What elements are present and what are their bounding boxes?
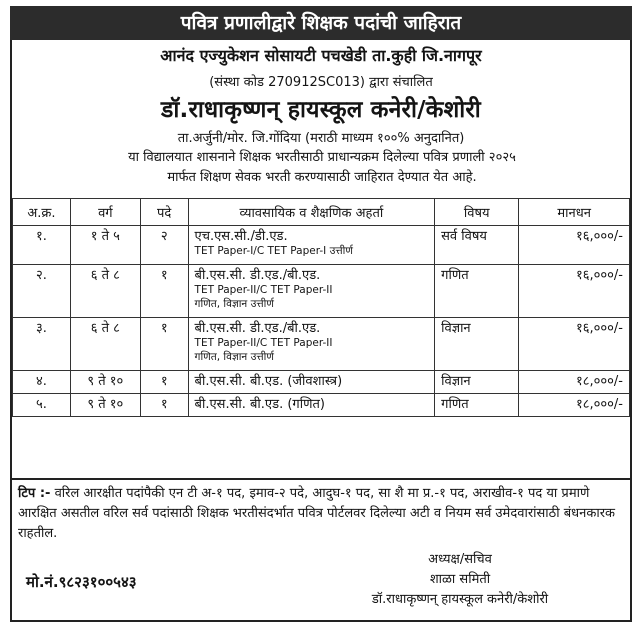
cell-serial: ५.	[13, 394, 71, 417]
section-divider	[10, 478, 632, 480]
mobile-number: मो.नं.९८२३१००५४३	[26, 573, 137, 591]
cell-class: १ ते ५	[70, 226, 140, 265]
organization-name: आनंद एज्युकेशन सोसायटी पचखेडी ता.कुही जि.नागपूर	[160, 46, 482, 65]
cell-salary: १६,०००/-	[519, 226, 630, 265]
note-paragraph	[18, 484, 626, 544]
cell-serial: ४.	[13, 371, 71, 394]
cell-qualification: बी.एस.सी. बी.एड. (गणित)	[188, 394, 435, 417]
table-row	[13, 265, 630, 318]
cell-posts: १	[140, 265, 188, 318]
cell-subject: गणित	[435, 394, 519, 417]
qualification-tet: TET Paper-II/C TET Paper-II	[194, 337, 333, 349]
note-label: टिप :-	[18, 486, 51, 501]
cell-salary: १६,०००/-	[519, 318, 630, 371]
header-posts: पदे	[140, 199, 188, 226]
qualification-main: बी.एस.सी. डी.एड./बी.एड.	[194, 321, 321, 336]
cell-subject: सर्व विषय	[435, 226, 519, 265]
signature-block	[300, 550, 620, 610]
table-header-row	[13, 199, 630, 226]
qualification-tet: TET Paper-I/C TET Paper-I उत्तीर्ण	[194, 245, 353, 257]
header-salary: मानधन	[519, 199, 630, 226]
cell-serial: २.	[13, 265, 71, 318]
intro-paragraph	[22, 148, 622, 188]
signatory-committee: शाळा समिती	[429, 572, 491, 587]
school-name: डॉ.राधाकृष्णन् हायस्कूल कनेरी/केशोरी	[161, 97, 481, 123]
header-subject: विषय	[435, 199, 519, 226]
qualification-main: एच.एस.सी./डी.एड.	[194, 229, 288, 244]
table-row	[13, 226, 630, 265]
cell-subject: गणित	[435, 265, 519, 318]
cell-salary: १६,०००/-	[519, 265, 630, 318]
school-address: ता.अर्जुनी/मोर. जि.गोंदिया (मराठी माध्यम १००% अनुदानित)	[177, 131, 465, 146]
signatory-title: अध्यक्ष/सचिव	[428, 552, 492, 567]
cell-serial: ३.	[13, 318, 71, 371]
header-serial: अ.क्र.	[13, 199, 71, 226]
cell-qualification: बी.एस.सी. बी.एड. (जीवशास्त्र)	[188, 371, 435, 394]
table-row	[13, 371, 630, 394]
cell-subject: विज्ञान	[435, 318, 519, 371]
organization-code: (संस्था कोड 270912SC013) द्वारा संचालित	[209, 75, 433, 90]
header-qualification: व्यावसायिक व शैक्षणिक अहर्ता	[188, 199, 435, 226]
cell-class: ६ ते ८	[70, 265, 140, 318]
cell-qualification	[188, 318, 435, 371]
cell-posts: १	[140, 371, 188, 394]
cell-subject: विज्ञान	[435, 371, 519, 394]
qualification-tet: TET Paper-II/C TET Paper-II	[194, 284, 333, 296]
cell-class: ९ ते १०	[70, 371, 140, 394]
cell-class: ६ ते ८	[70, 318, 140, 371]
qualification-main: बी.एस.सी. डी.एड./बी.एड.	[194, 268, 321, 283]
qualification-subjects: गणित, विज्ञान उत्तीर्ण	[194, 351, 274, 363]
cell-serial: १.	[13, 226, 71, 265]
qualification-subjects: गणित, विज्ञान उत्तीर्ण	[194, 298, 274, 310]
cell-salary: १८,०००/-	[519, 394, 630, 417]
cell-salary: १८,०००/-	[519, 371, 630, 394]
signatory-school: डॉ.राधाकृष्णन् हायस्कूल कनेरी/केशोरी	[371, 592, 549, 607]
headline-banner: पवित्र प्रणालीद्वारे शिक्षक पदांची जाहिरात	[10, 6, 632, 40]
cell-qualification	[188, 265, 435, 318]
note-text: वरिल आरक्षीत पदांपैकी एन टी अ-१ पद, इमाव-२ पदे, आदुघ-१ पद, सा शै मा प्र.-१ पद, अराखीव-१ पद या प्रमाणे आरक्षित असतील वरिल सर्व पदांसाठी शिक्षक भरतीसंदर्भात पवित्र पोर्टलवर दिलेल्या अटी व नियम सर्व उमेदवारांसाठी बंधनकारक राहतील.	[18, 486, 616, 541]
intro-line: मार्फत शिक्षण सेवक भरती करण्यासाठी जाहिरात देण्यात येत आहे.	[167, 170, 477, 185]
cell-posts: १	[140, 318, 188, 371]
header-class: वर्ग	[70, 199, 140, 226]
cell-qualification	[188, 226, 435, 265]
table-row	[13, 318, 630, 371]
cell-posts: १	[140, 394, 188, 417]
intro-line: या विद्यालयात शासनाने शिक्षक भरतीसाठी प्राधान्यक्रम दिलेल्या पवित्र प्रणाली २०२५	[128, 150, 516, 165]
cell-class: ९ ते १०	[70, 394, 140, 417]
table-row	[13, 394, 630, 417]
cell-posts: २	[140, 226, 188, 265]
vacancy-table	[12, 198, 630, 417]
